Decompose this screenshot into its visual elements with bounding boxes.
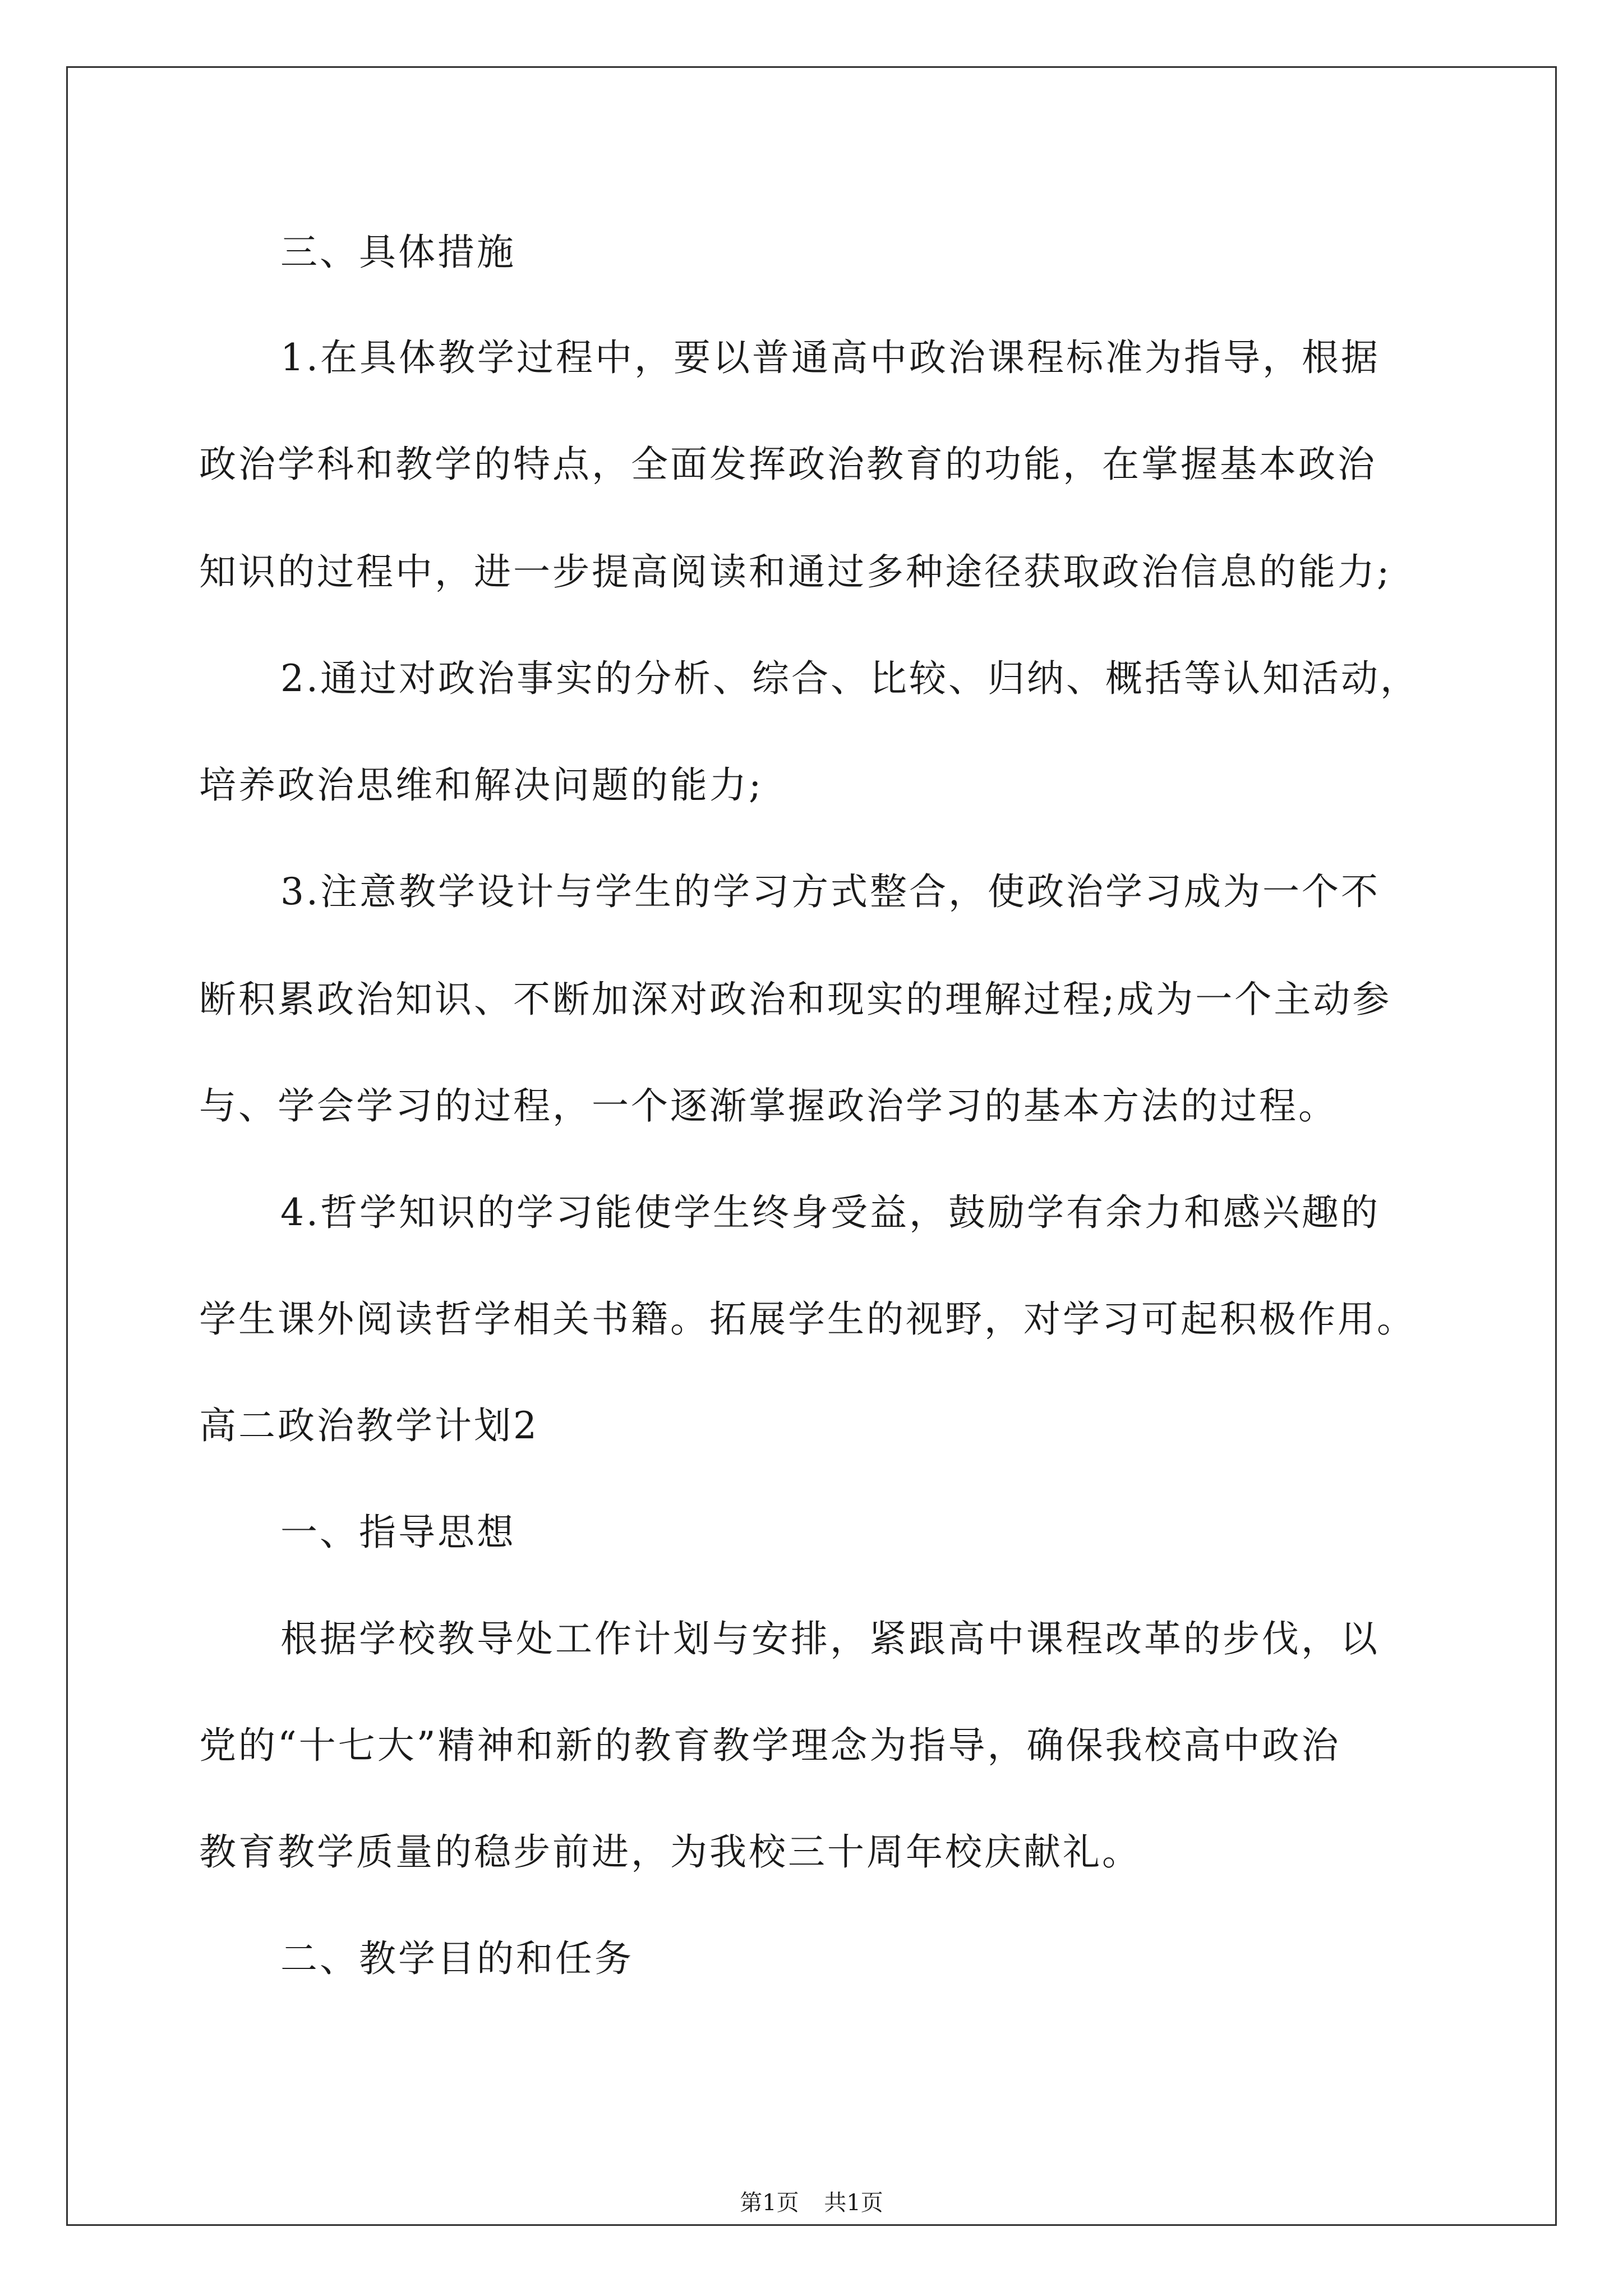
paragraph-line: 根据学校教导处工作计划与安排，紧跟高中课程改革的步伐，以 [280,1617,1380,1660]
paragraph-line: 教育教学质量的稳步前进，为我校三十周年校庆献礼。 [199,1830,1141,1874]
paragraph-line: 党的“十七大”精神和新的教育教学理念为指导，确保我校高中政治 [199,1724,1341,1767]
page-number: 第1页 [740,2190,799,2216]
paragraph-line: 断积累政治知识、不断加深对政治和现实的理解过程;成为一个主动参 [199,978,1392,1021]
page-footer [0,2189,1623,2217]
section-heading-guiding-thought: 一、指导思想 [280,1511,516,1554]
page-border [66,66,1557,2226]
paragraph-line: 学生课外阅读哲学相关书籍。拓展学生的视野，对学习可起积极作用。 [199,1297,1416,1341]
document-title: 高二政治教学计划2 [199,1404,539,1447]
page-total: 共1页 [824,2190,883,2216]
paragraph-line: 3.注意教学设计与学生的学习方式整合，使政治学习成为一个不 [280,870,1380,913]
paragraph-line: 1.在具体教学过程中，要以普通高中政治课程标准为指导，根据 [280,336,1380,379]
paragraph-line: 4.哲学知识的学习能使学生终身受益，鼓励学有余力和感兴趣的 [280,1191,1380,1234]
paragraph-line: 培养政治思维和解决问题的能力; [199,763,764,807]
section-heading-measures: 三、具体措施 [280,231,516,274]
paragraph-line: 2.通过对政治事实的分析、综合、比较、归纳、概括等认知活动， [280,657,1419,700]
paragraph-line: 政治学科和教学的特点，全面发挥政治教育的功能，在掌握基本政治 [199,443,1377,486]
paragraph-line: 与、学会学习的过程，一个逐渐掌握政治学习的基本方法的过程。 [199,1084,1338,1128]
paragraph-line: 知识的过程中，进一步提高阅读和通过多种途径获取政治信息的能力; [199,550,1392,593]
section-heading-goals: 二、教学目的和任务 [280,1937,634,1980]
